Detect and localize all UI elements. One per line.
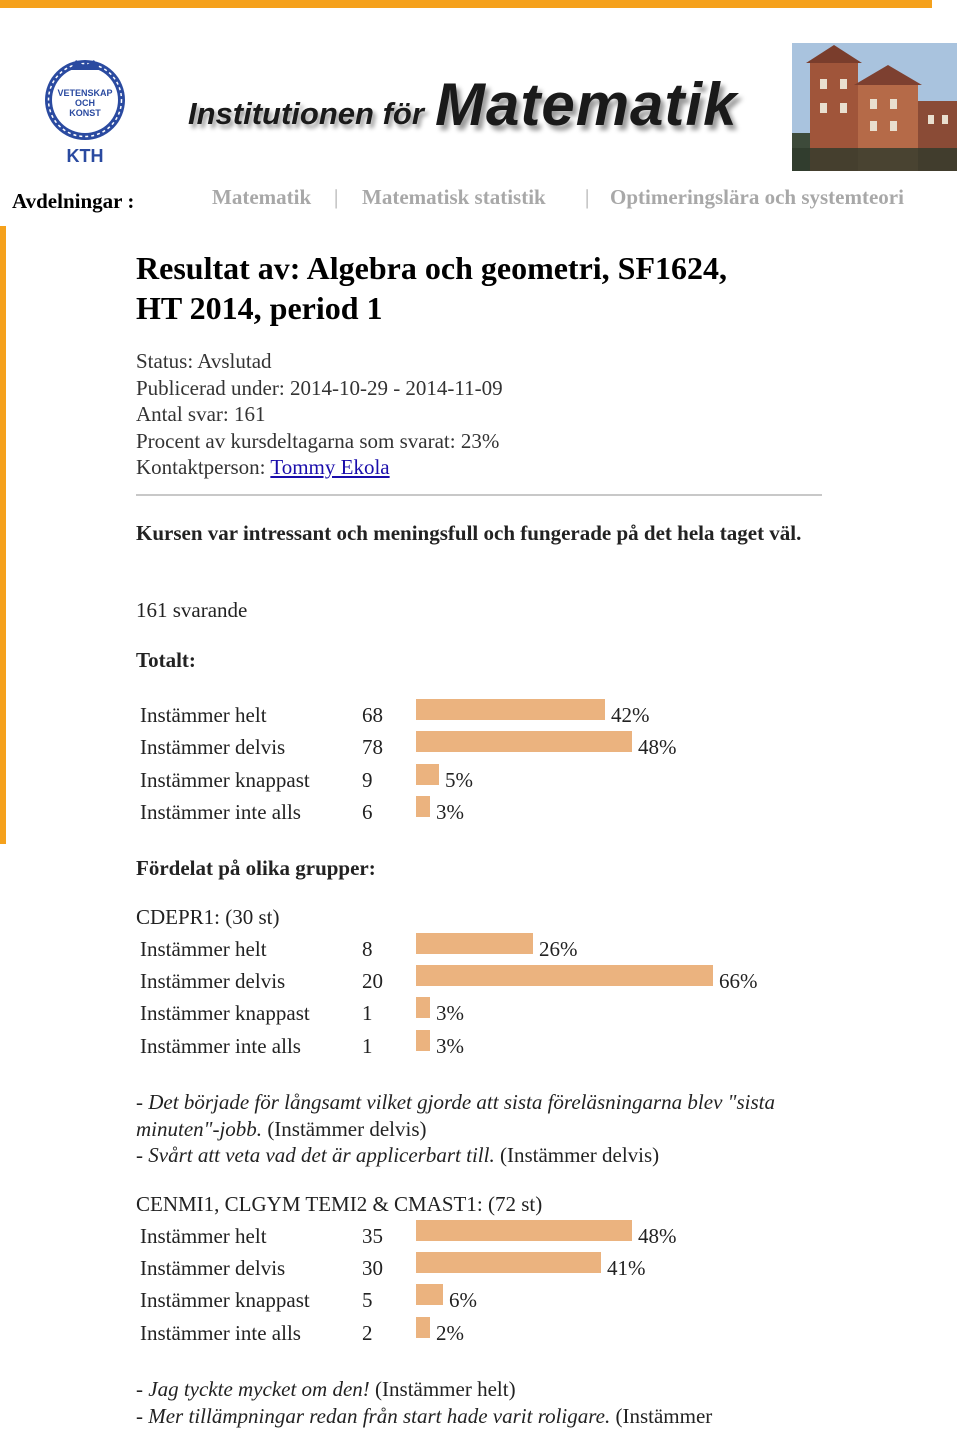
stat-percent: 42% [611, 703, 650, 727]
stat-count: 1 [362, 1001, 373, 1025]
nav-separator: | [334, 185, 339, 209]
page-title-line2: HT 2014, period 1 [136, 290, 383, 326]
stat-bar [416, 965, 713, 986]
stat-percent: 48% [638, 735, 677, 759]
page-title-line1: Resultat av: Algebra och geometri, SF1624, [136, 250, 728, 286]
stat-count: 8 [362, 937, 373, 961]
department-nav [12, 184, 952, 214]
question-text: Kursen var intressant och meningsfull och fungerade på det hela taget väl. [136, 521, 802, 545]
stat-bar [416, 997, 430, 1018]
stat-percent: 48% [638, 1224, 677, 1248]
status-text: Status: Avslutad [136, 349, 272, 373]
survey-meta [136, 348, 836, 481]
page-title [136, 248, 836, 328]
nav-link-optimeringslara[interactable]: Optimeringslära och systemteori [610, 185, 904, 209]
top-accent-stripe [0, 0, 932, 8]
stat-percent: 6% [449, 1288, 477, 1312]
groups-heading: Fördelat på olika grupper: [136, 856, 376, 880]
stat-percent: 2% [436, 1321, 464, 1345]
stat-count: 68 [362, 703, 383, 727]
stat-percent: 26% [539, 937, 578, 961]
comment [136, 1376, 836, 1403]
stat-count: 30 [362, 1256, 383, 1280]
stat-count: 2 [362, 1321, 373, 1345]
left-accent-stripe [0, 226, 6, 844]
stat-percent: 3% [436, 1034, 464, 1058]
stat-percent: 5% [445, 768, 473, 792]
respondent-count: 161 svarande [136, 598, 248, 622]
stat-count: 9 [362, 768, 373, 792]
stat-label: Instämmer helt [140, 1224, 267, 1248]
svg-text:OCH: OCH [75, 98, 95, 108]
svg-text:KONST: KONST [69, 108, 101, 118]
comment-tag: (Instämmer [615, 1403, 713, 1428]
stat-count: 78 [362, 735, 383, 759]
group-comments [136, 1089, 836, 1169]
stat-count: 5 [362, 1288, 373, 1312]
stat-count: 20 [362, 969, 383, 993]
stat-bar [416, 1252, 601, 1273]
stat-bar [416, 1317, 430, 1338]
stat-label: Instämmer knappast [140, 1288, 310, 1312]
logo-kth-text: KTH [66, 146, 104, 166]
banner-prefix: Institutionen för [188, 96, 424, 131]
stat-label: Instämmer delvis [140, 1256, 286, 1280]
stat-count: 35 [362, 1224, 383, 1248]
stat-bar [416, 1030, 430, 1051]
stat-label: Instämmer knappast [140, 1001, 310, 1025]
building-photo [792, 43, 957, 171]
comment-tag: (Instämmer delvis) [499, 1143, 660, 1167]
stat-percent: 3% [436, 800, 464, 824]
contact-link[interactable]: Tommy Ekola [270, 455, 390, 479]
stat-bar [416, 796, 430, 817]
stat-bar [416, 1284, 443, 1305]
stat-label: Instämmer helt [140, 703, 267, 727]
comment [136, 1403, 836, 1429]
comment [136, 1089, 836, 1142]
stat-bar [416, 764, 439, 785]
divider [136, 494, 822, 496]
comment-text: - Jag tyckte mycket om den! [136, 1377, 370, 1401]
published-text: Publicerad under: 2014-10-29 - 2014-11-09 [136, 375, 503, 400]
contact-label: Kontaktperson: [136, 455, 271, 479]
comment [136, 1142, 836, 1169]
stat-label: Instämmer knappast [140, 768, 310, 792]
stat-label: Instämmer inte alls [140, 1321, 301, 1345]
stat-bar [416, 933, 533, 954]
stat-bar [416, 1220, 632, 1241]
stat-percent: 41% [607, 1256, 646, 1280]
nav-label: Avdelningar : [12, 189, 135, 213]
group-heading: CDEPR1: (30 st) [136, 905, 280, 929]
nav-link-matematik[interactable]: Matematik [212, 185, 312, 209]
stat-count: 6 [362, 800, 373, 824]
comment-tag: (Instämmer delvis) [267, 1116, 427, 1141]
banner-main: Matematik [435, 71, 738, 138]
nav-separator: | [585, 185, 590, 209]
svg-text:VETENSKAP: VETENSKAP [57, 88, 113, 98]
stat-label: Instämmer delvis [140, 969, 286, 993]
stat-percent: 66% [719, 969, 758, 993]
contact-line [136, 454, 836, 481]
stat-label: Instämmer delvis [140, 735, 286, 759]
group-heading: CENMI1, CLGYM TEMI2 & CMAST1: (72 st) [136, 1192, 543, 1216]
response-rate: Procent av kursdeltagarna som svarat: 23% [136, 428, 500, 453]
stat-label: Instämmer inte alls [140, 800, 301, 824]
comment-tag: (Instämmer helt) [375, 1377, 516, 1401]
kth-logo[interactable] [40, 50, 130, 168]
stat-label: Instämmer helt [140, 937, 267, 961]
stat-bar [416, 731, 632, 752]
comment-text: - Svårt att veta vad det är applicerbart till. [136, 1143, 495, 1167]
nav-link-matematisk-statistik[interactable]: Matematisk statistik [362, 185, 546, 209]
stat-percent: 3% [436, 1001, 464, 1025]
stat-count: 1 [362, 1034, 373, 1058]
total-heading: Totalt: [136, 648, 196, 672]
stat-label: Instämmer inte alls [140, 1034, 301, 1058]
stat-bar [416, 699, 605, 720]
survey-header [136, 248, 836, 481]
comment-text: - Mer tillämpningar redan från start hade varit roligare. [136, 1403, 611, 1428]
answers-count: Antal svar: 161 [136, 402, 266, 426]
department-banner [180, 68, 780, 158]
group-comments [136, 1376, 836, 1429]
comment-text: - Det började för långsamt vilket gjorde att sista föreläsningarna blev "sista minuten"-jobb. [136, 1090, 775, 1141]
